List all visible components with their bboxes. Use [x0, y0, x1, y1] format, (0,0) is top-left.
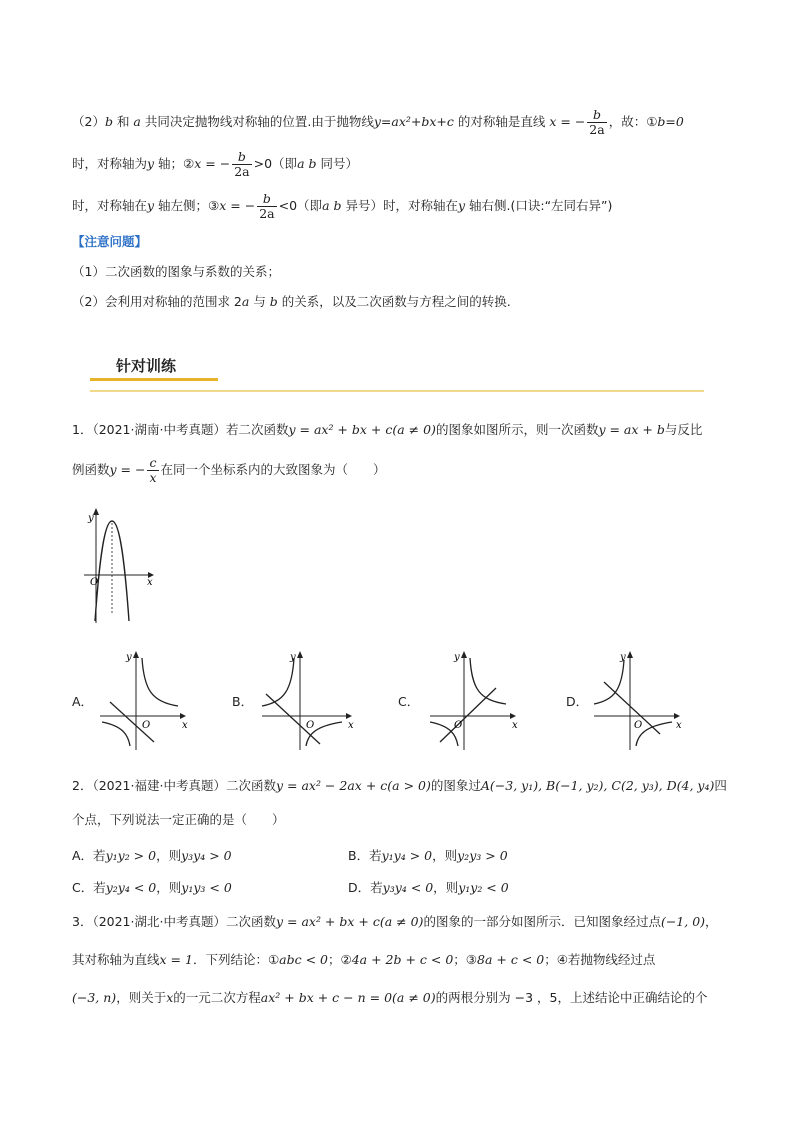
x-axis-arrow-icon [180, 713, 186, 719]
math-ab: a b [322, 198, 342, 213]
text: 轴左侧；③ [154, 198, 220, 213]
q2-option-d[interactable] [348, 878, 509, 896]
q1-option-c-graph[interactable] [426, 646, 522, 752]
fraction-b-over-2a [257, 192, 276, 221]
text: 共同决定抛物线对称轴的位置.由于抛物线 [140, 114, 374, 129]
text: 轴；② [154, 156, 195, 171]
text: ，则关于 [116, 990, 167, 1005]
text: ，则 [156, 848, 182, 863]
q3-line1 [72, 914, 718, 930]
notes-title: 【注意问题】 [72, 234, 148, 249]
frac-den: x [149, 470, 157, 485]
text: D．若 [348, 880, 383, 895]
text: 2．（2021·福建·中考真题）二次函数 [72, 778, 276, 793]
text: 的图象如图所示，则一次函数 [435, 422, 599, 437]
q3-line3 [72, 990, 707, 1006]
text: （2） [72, 114, 105, 129]
text: 的对称轴是直线 [453, 114, 550, 129]
math-quadratic: y = ax² − 2ax + c [275, 778, 388, 793]
origin-label: O [90, 577, 99, 588]
hyperbola-branch-1 [594, 660, 624, 704]
text: <0（即 [278, 198, 323, 213]
frac-num: b [587, 108, 606, 123]
text: 的一元二次方程 [173, 990, 261, 1005]
q2-option-b[interactable] [348, 846, 508, 864]
math: x = 1 [159, 952, 193, 967]
y-axis-arrow-icon [627, 651, 633, 658]
math-b: b [104, 114, 113, 129]
math-x: x [166, 990, 174, 1005]
math: y₂y₄ < 0 [105, 880, 157, 895]
text: 的两根分别为 −3 ，5，上述结论中正确结论的个 [435, 990, 708, 1005]
math-a: a [241, 294, 250, 309]
q2-option-c[interactable] [72, 878, 232, 896]
section-underline [90, 378, 218, 381]
y-axis-arrow-icon [133, 651, 139, 658]
q1-option-a-graph[interactable] [96, 646, 192, 752]
math-quadratic: y = ax² + bx + c(a ≠ 0) [275, 914, 424, 929]
math: y₃y₄ < 0 [382, 880, 434, 895]
y-axis-arrow-icon [93, 508, 99, 515]
text: 例函数 [72, 462, 110, 477]
text: 时，对称轴在 [72, 198, 148, 213]
text: ；④若抛物线经过点 [544, 952, 656, 967]
hyperbola-branch-1 [470, 658, 506, 704]
text: 与 [249, 294, 270, 309]
math: y₁y₂ > 0 [105, 848, 157, 863]
origin-label: O [306, 720, 315, 731]
text: 轴右侧.(口诀:“左同右异”) [465, 198, 613, 213]
math-equation: ax² + bx + c − n = 0(a ≠ 0) [260, 990, 436, 1005]
frac-den: 2a [589, 122, 605, 137]
text: A．若 [72, 848, 106, 863]
notes-item-1: （1）二次函数的图象与系数的关系； [72, 264, 280, 279]
math-points: A(−3, y₁), B(−1, y₂), C(2, y₃), D(4, y₄) [480, 778, 715, 793]
math: 8a + c < 0 [477, 952, 545, 967]
text: ，则 [156, 880, 182, 895]
text: ，则 [432, 848, 458, 863]
text: （2）会利用对称轴的范围求 2 [72, 294, 242, 309]
text: 的图象过 [430, 778, 481, 793]
y-label: y [126, 652, 132, 663]
frac-num: b [232, 150, 251, 165]
math-condition: (a > 0) [387, 778, 431, 793]
math-b: b [269, 294, 278, 309]
para2-line3 [72, 192, 612, 221]
q1-option-a-label[interactable]: A． [72, 694, 94, 709]
math: 4a + 2b + c < 0 [351, 952, 454, 967]
math-x-eq: x = − [194, 156, 231, 171]
q2-line1 [72, 778, 727, 794]
text: 其对称轴为直线 [72, 952, 160, 967]
text: 的关系，以及二次函数与方程之间的转换. [277, 294, 511, 309]
linear-line [604, 682, 660, 734]
math: y₃y₄ > 0 [181, 848, 232, 863]
text: ；③ [453, 952, 478, 967]
text: B．若 [348, 848, 382, 863]
text: 同号） [316, 156, 358, 171]
math-point: (−1, 0) [660, 914, 706, 929]
text: 和 [112, 114, 134, 129]
text: ，则 [433, 880, 459, 895]
q1-option-d-graph[interactable] [590, 646, 686, 752]
q2-line2: 个点，下列说法一定正确的是（ ） [72, 812, 285, 827]
x-axis-arrow-icon [346, 713, 352, 719]
q1-option-c-label[interactable]: C． [398, 694, 420, 709]
text: ；② [328, 952, 352, 967]
frac-num: b [257, 192, 276, 207]
para2-line2 [72, 150, 358, 179]
math-a: a [133, 114, 141, 129]
q2-option-a[interactable] [72, 846, 232, 864]
fraction-b-over-2a [587, 108, 606, 137]
text: C．若 [72, 880, 106, 895]
x-axis-arrow-icon [510, 713, 516, 719]
text: 时，对称轴为 [72, 156, 148, 171]
text: 与反比 [664, 422, 703, 437]
frac-den: 2a [234, 164, 250, 179]
y-axis-arrow-icon [297, 651, 303, 658]
math: y₁y₄ > 0 [381, 848, 433, 863]
y-label: y [620, 652, 626, 663]
frac-den: 2a [259, 206, 275, 221]
text: 异号）时，对称轴在 [341, 198, 458, 213]
x-axis-arrow-icon [674, 713, 680, 719]
y-axis-arrow-icon [461, 651, 467, 658]
y-label: y [454, 652, 460, 663]
math-ab: a b [297, 156, 317, 171]
math-y-eq: y = − [109, 462, 146, 477]
math: y₁y₂ < 0 [458, 880, 509, 895]
x-label: x [512, 720, 518, 731]
math: y₁y₃ < 0 [181, 880, 232, 895]
text: >0（即 [253, 156, 298, 171]
text: ，故：① [608, 114, 658, 129]
hyperbola-branch-2 [102, 722, 130, 746]
math-y: y [457, 198, 466, 213]
math-y: y [147, 198, 155, 213]
section-title: 针对训练 [116, 357, 177, 375]
math-y: y [147, 156, 155, 171]
section-divider [90, 390, 704, 392]
text: 3．（2021·湖北·中考真题）二次函数 [72, 914, 276, 929]
x-label: x [676, 720, 682, 731]
q3-line2 [72, 952, 655, 968]
linear-line [266, 694, 320, 744]
q1-option-d-label[interactable]: D． [566, 694, 589, 709]
origin-label: O [142, 720, 151, 731]
math-parabola: y=ax²+bx+c [373, 114, 454, 129]
para2-line1 [72, 108, 684, 137]
fraction-c-over-x [147, 456, 158, 485]
notes-item-2 [72, 294, 511, 310]
math: y₂y₃ > 0 [457, 848, 508, 863]
math-quadratic: y = ax² + bx + c(a ≠ 0) [288, 422, 436, 437]
q1-option-b-graph[interactable] [258, 646, 358, 752]
x-label: x [182, 720, 188, 731]
text: 的图象的一部分如图所示．已知图象经过点 [423, 914, 661, 929]
text: ．下列结论：① [192, 952, 280, 967]
hyperbola-branch-1 [142, 658, 178, 706]
math-x-eq: x = − [549, 114, 586, 129]
text: ， [705, 914, 718, 929]
fraction-b-over-2a [232, 150, 251, 179]
text: 1．（2021·湖南·中考真题）若二次函数 [72, 422, 289, 437]
q1-option-b-label[interactable]: B． [232, 694, 254, 709]
text: 四 [714, 778, 727, 793]
x-label: x [348, 720, 354, 731]
x-label: x [147, 577, 153, 588]
math: abc < 0 [279, 952, 328, 967]
q1-line2 [72, 456, 386, 485]
origin-label: O [454, 720, 463, 731]
q1-parabola-figure [78, 505, 168, 623]
math-x-eq: x = − [219, 198, 256, 213]
hyperbola-branch-1 [262, 658, 294, 706]
y-label: y [88, 513, 94, 524]
math-b0: b=0 [657, 114, 684, 129]
math-point: (−3, n) [72, 990, 117, 1005]
origin-label: O [634, 720, 643, 731]
q1-line1 [72, 422, 702, 438]
text: 在同一个坐标系内的大致图象为（ ） [160, 462, 386, 477]
linear-line [440, 688, 496, 742]
math-linear: y = ax + b [598, 422, 665, 437]
frac-num: c [147, 456, 158, 471]
y-label: y [290, 652, 296, 663]
